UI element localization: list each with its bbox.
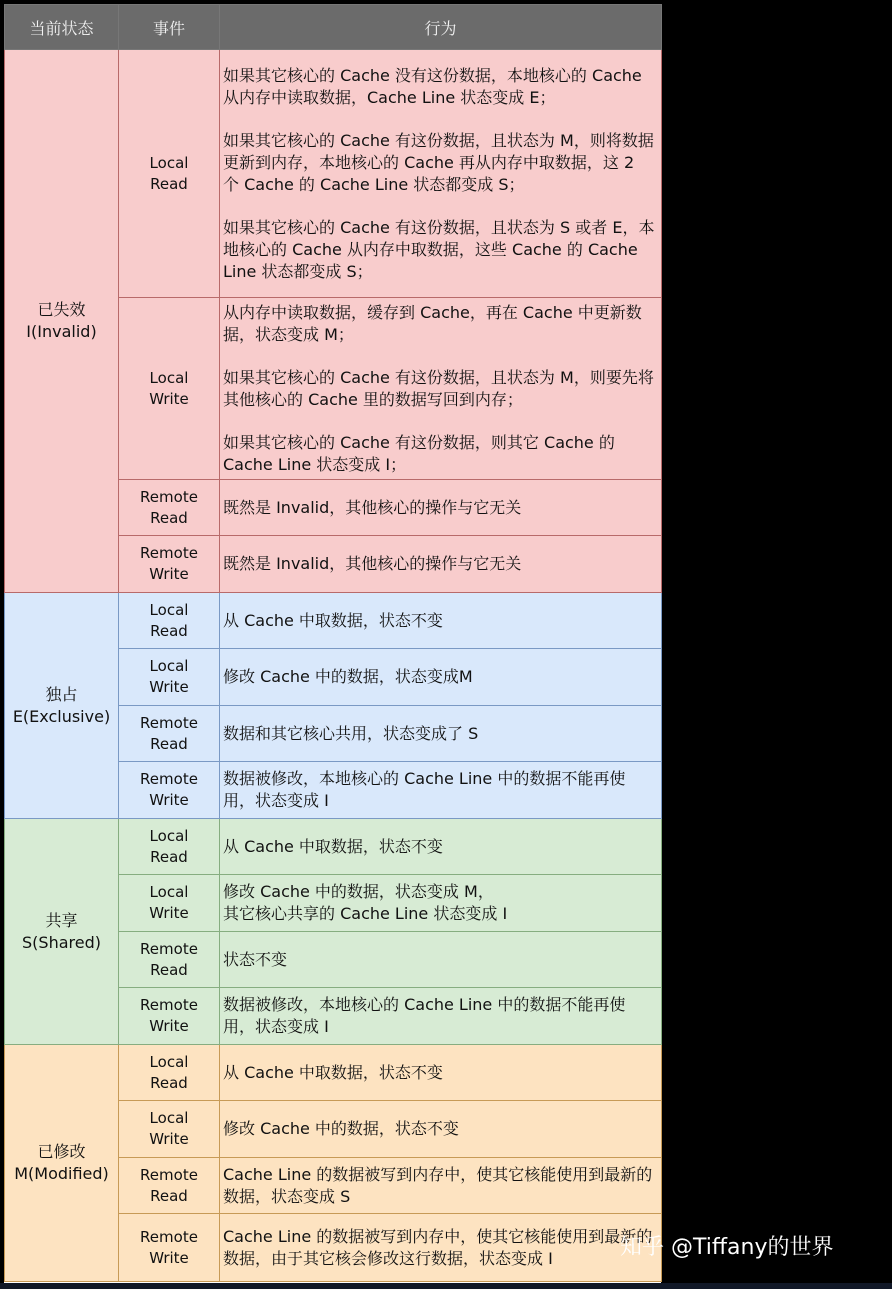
action-text: 如果其它核心的 Cache 有这份数据，且状态为 M，则将数据更新到内存，本地核心的 Cache 再从内存中取数据，这 2 个 Cache 的 Cache Line 状态都变成 S； [223,130,654,194]
event-cell [119,50,220,298]
event-scope: Local [149,368,189,387]
event-cell [119,480,220,536]
action-cell [220,762,662,819]
event-op: Write [149,1130,189,1148]
event-op: Write [149,678,189,696]
action-text: 修改 Cache 中的数据，状态不变 [223,1119,459,1138]
header-event: 事件 [119,5,220,50]
action-text: Cache Line 的数据被写到内存中，使其它核能使用到最新的数据，由于其它核会修改这行数据，状态变成 I [223,1226,653,1268]
state-cell-exclusive [5,593,119,819]
mesi-table-sheet [4,4,661,1283]
state-name: 已失效 [37,300,86,319]
action-text: 如果其它核心的 Cache 有这份数据，则其它 Cache 的 Cache Line 状态变成 I； [223,432,615,474]
action-cell [220,593,662,649]
table-row [5,1045,662,1101]
event-op: Write [149,1248,189,1267]
event-scope: Remote [140,487,198,506]
event-cell [119,298,220,480]
event-op: Write [149,1017,189,1035]
event-scope: Remote [140,996,198,1014]
event-cell [119,988,220,1045]
action-text: 既然是 Invalid，其他核心的操作与它无关 [223,497,522,517]
table-row [5,593,662,649]
event-cell [119,932,220,988]
event-op: Write [149,791,189,809]
event-cell [119,536,220,593]
event-scope: Remote [140,770,198,788]
event-cell [119,762,220,819]
event-op: Read [150,174,188,193]
event-scope: Remote [140,713,198,732]
action-cell [220,298,662,480]
state-name: 独占 [45,684,78,704]
event-op: Write [149,904,189,922]
event-op: Read [150,960,188,979]
event-cell [119,1101,220,1158]
action-cell [220,932,662,988]
table-row [5,819,662,875]
event-op: Read [150,1073,188,1092]
action-text: 从 Cache 中取数据，状态不变 [223,836,443,856]
action-cell [220,50,662,298]
event-scope: Local [149,1109,189,1127]
state-name: 共享 [45,910,78,930]
event-cell [119,1158,220,1214]
event-op: Write [149,389,189,408]
header-current-state: 当前状态 [5,5,119,50]
event-cell [119,593,220,649]
action-cell [220,649,662,706]
event-cell [119,706,220,762]
state-code: E(Exclusive) [12,706,111,726]
state-code: M(Modified) [14,1164,109,1183]
state-code: I(Invalid) [26,322,97,341]
action-text: 数据和其它核心共用，状态变成了 S [223,723,479,743]
action-text: Cache Line 的数据被写到内存中，使其它核能使用到最新的数据，状态变成 S [223,1164,653,1206]
header-action: 行为 [220,5,662,50]
action-cell [220,1101,662,1158]
state-code: S(Shared) [22,932,101,952]
event-op: Read [150,621,188,640]
event-scope: Local [149,826,189,845]
state-cell-shared [5,819,119,1045]
action-text: 如果其它核心的 Cache 没有这份数据，本地核心的 Cache 从内存中读取数据，Cache Line 状态变成 E； [223,65,642,107]
action-cell [220,480,662,536]
action-text: 其它核心共享的 Cache Line 状态变成 I [223,904,508,923]
event-scope: Remote [140,939,198,958]
action-text: 如果其它核心的 Cache 有这份数据，且状态为 S 或者 E，本地核心的 Cache 从内存中取数据，这些 Cache 的 Cache Line 状态都变成 S； [223,217,655,281]
event-scope: Local [149,1052,189,1071]
action-text: 数据被修改，本地核心的 Cache Line 中的数据不能再使用，状态变成 I [223,995,626,1036]
watermark-text: 知乎 @Tiffany的世界 [620,1235,834,1260]
table-row [5,50,662,298]
action-text: 如果其它核心的 Cache 有这份数据，且状态为 M，则要先将其他核心的 Cache 里的数据写回到内存； [223,367,654,409]
action-cell [220,1045,662,1101]
event-scope: Local [149,600,189,619]
event-op: Read [150,1186,188,1205]
event-scope: Remote [140,1165,198,1184]
event-scope: Local [149,657,189,675]
action-cell [220,1158,662,1214]
action-cell [220,1214,662,1282]
event-op: Read [150,847,188,866]
state-cell-invalid [5,50,119,593]
event-scope: Local [149,883,189,901]
mesi-state-table [4,4,662,1282]
event-scope: Local [149,153,189,172]
action-cell [220,706,662,762]
action-cell [220,819,662,875]
event-cell [119,649,220,706]
action-cell [220,536,662,593]
event-op: Read [150,508,188,527]
event-cell [119,819,220,875]
action-text: 修改 Cache 中的数据，状态变成M [223,667,473,686]
event-op: Write [149,565,189,583]
state-cell-modified [5,1045,119,1282]
event-cell [119,1214,220,1282]
action-text: 既然是 Invalid，其他核心的操作与它无关 [223,554,522,573]
action-text: 从 Cache 中取数据，状态不变 [223,1062,443,1082]
event-op: Read [150,734,188,753]
state-name: 已修改 [37,1142,86,1161]
event-scope: Remote [140,544,198,562]
event-cell [119,1045,220,1101]
action-text: 数据被修改，本地核心的 Cache Line 中的数据不能再使用，状态变成 I [223,769,626,810]
action-text: 状态不变 [223,949,288,969]
table-header-row [5,5,662,50]
action-text: 从内存中读取数据，缓存到 Cache，再在 Cache 中更新数据，状态变成 M； [223,302,642,344]
bottom-edge-bar [0,1283,892,1289]
event-scope: Remote [140,1227,198,1246]
action-text: 从 Cache 中取数据，状态不变 [223,610,443,630]
event-cell [119,875,220,932]
action-text: 修改 Cache 中的数据，状态变成 M， [223,882,494,901]
action-cell [220,988,662,1045]
action-cell [220,875,662,932]
